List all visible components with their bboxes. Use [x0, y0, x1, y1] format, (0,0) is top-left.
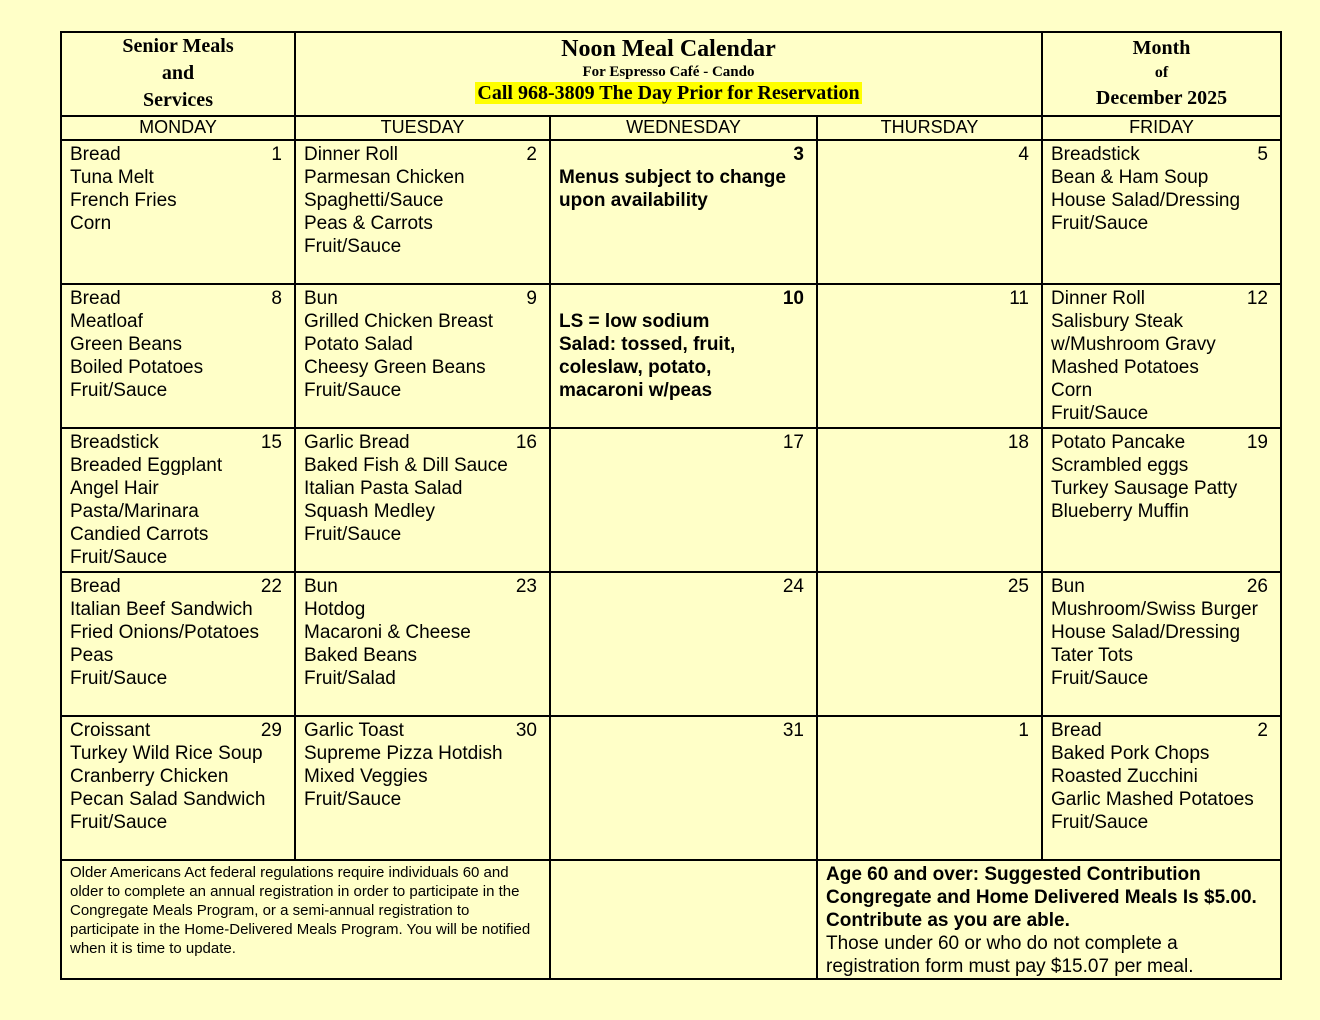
day-cell [61, 716, 295, 860]
day-cell [550, 716, 817, 860]
menu-item: Breadstick [1051, 144, 1140, 165]
menu-item: Spaghetti/Sauce [304, 190, 444, 211]
day-number: 23 [515, 576, 537, 597]
menu-items [70, 143, 286, 235]
menu-item: Meatloaf [70, 311, 143, 332]
menu-item: Peas & Carrots [304, 213, 433, 234]
menu-item: Cranberry Chicken [70, 766, 229, 787]
day-cell [817, 140, 1042, 284]
menu-item: Squash Medley [304, 501, 435, 522]
day-cell [817, 428, 1042, 572]
day-number: 8 [271, 288, 282, 309]
menu-item: Breadstick [70, 432, 159, 453]
day-cell [1042, 140, 1281, 284]
day-number: 11 [1009, 288, 1029, 309]
organization-name [61, 32, 295, 116]
day-number: 22 [260, 576, 282, 597]
day-number: 2 [1257, 720, 1268, 741]
calendar-note [559, 143, 808, 212]
menu-item: Corn [70, 213, 112, 234]
menu-items [70, 575, 286, 690]
day-of-week-wednesday: WEDNESDAY [550, 116, 817, 140]
week-row [61, 572, 1281, 716]
menu-item: Mashed Potatoes [1051, 357, 1199, 378]
org-line: Services [143, 89, 213, 111]
reservation-phone-notice: Call 968-3809 The Day Prior for Reservation [477, 82, 860, 104]
calendar-subtitle: For Espresso Café - Cando [582, 64, 755, 80]
org-line: Senior Meals [122, 35, 234, 57]
day-number: 29 [260, 720, 282, 741]
menu-item: Fruit/Sauce [304, 380, 402, 401]
menu-items [304, 575, 541, 690]
day-cell [817, 572, 1042, 716]
day-cell [1042, 716, 1281, 860]
day-number: 26 [1246, 576, 1268, 597]
month-line: of [1154, 64, 1169, 81]
menu-item: Garlic Bread [304, 432, 410, 453]
day-number: 1 [1018, 720, 1029, 741]
menu-item: Bread [70, 576, 121, 597]
day-number: 25 [1007, 576, 1029, 597]
menu-item: Candied Carrots [70, 524, 209, 545]
menu-item: w/Mushroom Gravy [1051, 334, 1216, 355]
menu-items [1051, 575, 1272, 690]
menu-item: Potato Pancake [1051, 432, 1186, 453]
menu-item: Scrambled eggs [1051, 455, 1189, 476]
day-cell [61, 284, 295, 428]
menu-item: Fruit/Sauce [70, 547, 168, 568]
day-cell [817, 716, 1042, 860]
menu-item: Turkey Sausage Patty [1051, 478, 1238, 499]
day-cell [817, 284, 1042, 428]
day-number: 12 [1246, 288, 1268, 309]
note-line: LS = low sodium [559, 311, 710, 332]
menu-item: Boiled Potatoes [70, 357, 204, 378]
footer-empty-cell [550, 860, 817, 979]
menu-item: Green Beans [70, 334, 182, 355]
day-number: 1 [271, 144, 282, 165]
menu-item: Mushroom/Swiss Burger [1051, 599, 1258, 620]
menu-item: Fruit/Salad [304, 668, 396, 689]
day-number: 15 [260, 432, 282, 453]
day-number: 19 [1246, 432, 1268, 453]
day-number: 30 [515, 720, 537, 741]
day-of-week-row [61, 116, 1281, 140]
menu-item: Italian Beef Sandwich [70, 599, 253, 620]
menu-item: Cheesy Green Beans [304, 357, 486, 378]
menu-item: Grilled Chicken Breast [304, 311, 494, 332]
menu-item: Fruit/Sauce [1051, 668, 1149, 689]
menu-item: Baked Pork Chops [1051, 743, 1210, 764]
menu-item: Salisbury Steak [1051, 311, 1184, 332]
day-number: 9 [526, 288, 537, 309]
day-cell [295, 716, 550, 860]
menu-item: Bun [304, 288, 338, 309]
menu-item: Fruit/Sauce [304, 789, 402, 810]
contribution-suggested: Age 60 and over: Suggested Contribution Congregate and Home Delivered Meals Is $5.00. Contribute as you are able. [826, 864, 1257, 931]
day-cell [61, 140, 295, 284]
menu-item: House Salad/Dressing [1051, 190, 1241, 211]
menu-items [304, 143, 541, 258]
menu-item: Bean & Ham Soup [1051, 167, 1209, 188]
menu-item: Fruit/Sauce [70, 380, 168, 401]
menu-item: Baked Fish & Dill Sauce [304, 455, 508, 476]
menu-item: Blueberry Muffin [1051, 501, 1189, 522]
note-line: coleslaw, potato, [559, 357, 712, 378]
note-line: Salad: tossed, fruit, [559, 334, 736, 355]
day-of-week-thursday: THURSDAY [817, 116, 1042, 140]
menu-items [304, 287, 541, 402]
menu-item: Bun [304, 576, 338, 597]
menu-items [304, 719, 541, 811]
menu-item: Bread [70, 288, 121, 309]
day-cell [61, 572, 295, 716]
calendar-header-row [61, 32, 1281, 116]
menu-item: Corn [1051, 380, 1093, 401]
menu-item: Supreme Pizza Hotdish [304, 743, 503, 764]
day-cell [295, 428, 550, 572]
menu-item: Parmesan Chicken [304, 167, 465, 188]
week-row [61, 428, 1281, 572]
menu-item: Pecan Salad Sandwich [70, 789, 266, 810]
menu-item: Baked Beans [304, 645, 418, 666]
org-line: and [161, 62, 195, 84]
day-number: 2 [526, 144, 537, 165]
menu-item: Peas [70, 645, 114, 666]
day-number: 24 [782, 576, 804, 597]
menu-item: Bread [1051, 720, 1102, 741]
menu-item: Tater Tots [1051, 645, 1134, 666]
menu-items [70, 431, 286, 569]
menu-items [1051, 431, 1272, 523]
menu-item: Fruit/Sauce [304, 236, 402, 257]
menu-item: Fruit/Sauce [1051, 812, 1149, 833]
menu-item: Fried Onions/Potatoes [70, 622, 260, 643]
menu-item: Croissant [70, 720, 151, 741]
menu-item: Italian Pasta Salad [304, 478, 463, 499]
menu-items [70, 287, 286, 402]
menu-item: Bread [70, 144, 121, 165]
day-cell [550, 572, 817, 716]
menu-item: Potato Salad [304, 334, 413, 355]
menu-item: Dinner Roll [304, 144, 398, 165]
day-cell [1042, 428, 1281, 572]
menu-item: House Salad/Dressing [1051, 622, 1241, 643]
note-line: Menus subject to change [559, 167, 786, 188]
day-cell [295, 140, 550, 284]
day-of-week-tuesday: TUESDAY [295, 116, 550, 140]
menu-item: Dinner Roll [1051, 288, 1145, 309]
menu-item: Hotdog [304, 599, 366, 620]
day-number: 10 [782, 288, 804, 309]
calendar-title-block [295, 32, 1042, 116]
menu-item: Turkey Wild Rice Soup [70, 743, 263, 764]
menu-item: Garlic Mashed Potatoes [1051, 789, 1254, 810]
day-cell [295, 284, 550, 428]
day-cell [61, 428, 295, 572]
day-cell [1042, 572, 1281, 716]
menu-item: French Fries [70, 190, 177, 211]
menu-item: Fruit/Sauce [70, 812, 168, 833]
day-cell [1042, 284, 1281, 428]
week-row [61, 284, 1281, 428]
day-of-week-monday: MONDAY [61, 116, 295, 140]
contribution-non-registered: Those under 60 or who do not complete a registration form must pay $15.07 per meal. [826, 933, 1194, 977]
week-row [61, 716, 1281, 860]
day-number: 4 [1018, 144, 1029, 165]
day-cell [550, 428, 817, 572]
note-line: upon availability [559, 190, 708, 211]
menu-item: Fruit/Sauce [304, 524, 402, 545]
menu-item: Fruit/Sauce [1051, 403, 1149, 424]
registration-note: Older Americans Act federal regulations require individuals 60 and older to complete an annual registration in order to participate in the Congregate Meals Program, or a semi-annual registration to participate in the Home-Delivered Meals Program. You will be notified when it is time to update. [61, 860, 550, 979]
menu-items [304, 431, 541, 546]
menu-item: Bun [1051, 576, 1085, 597]
menu-items [70, 719, 286, 834]
menu-item: Fruit/Sauce [1051, 213, 1149, 234]
menu-item: Macaroni & Cheese [304, 622, 471, 643]
contribution-info [817, 860, 1281, 979]
day-of-week-friday: FRIDAY [1042, 116, 1281, 140]
day-number: 18 [1007, 432, 1029, 453]
day-number: 31 [782, 720, 804, 741]
menu-item: Pasta/Marinara [70, 501, 199, 522]
menu-items [1051, 143, 1272, 235]
month-line: Month [1132, 37, 1191, 59]
menu-item: Mixed Veggies [304, 766, 428, 787]
meal-calendar [60, 31, 1282, 980]
footer-row [61, 860, 1281, 979]
menu-item: Tuna Melt [70, 167, 154, 188]
month-year: December 2025 [1095, 87, 1228, 109]
day-number: 5 [1257, 144, 1268, 165]
day-number: 16 [515, 432, 537, 453]
day-cell [550, 140, 817, 284]
menu-item: Angel Hair [70, 478, 159, 499]
menu-item: Fruit/Sauce [70, 668, 168, 689]
day-cell [295, 572, 550, 716]
day-number: 3 [793, 144, 804, 165]
day-cell [550, 284, 817, 428]
day-number: 17 [782, 432, 804, 453]
note-line: macaroni w/peas [559, 380, 713, 401]
menu-items [1051, 719, 1272, 834]
calendar-note [559, 287, 808, 402]
menu-item: Roasted Zucchini [1051, 766, 1198, 787]
week-row [61, 140, 1281, 284]
calendar-title: Noon Meal Calendar [561, 36, 776, 62]
month-label [1042, 32, 1281, 116]
menu-item: Breaded Eggplant [70, 455, 223, 476]
menu-items [1051, 287, 1272, 425]
menu-item: Garlic Toast [304, 720, 404, 741]
